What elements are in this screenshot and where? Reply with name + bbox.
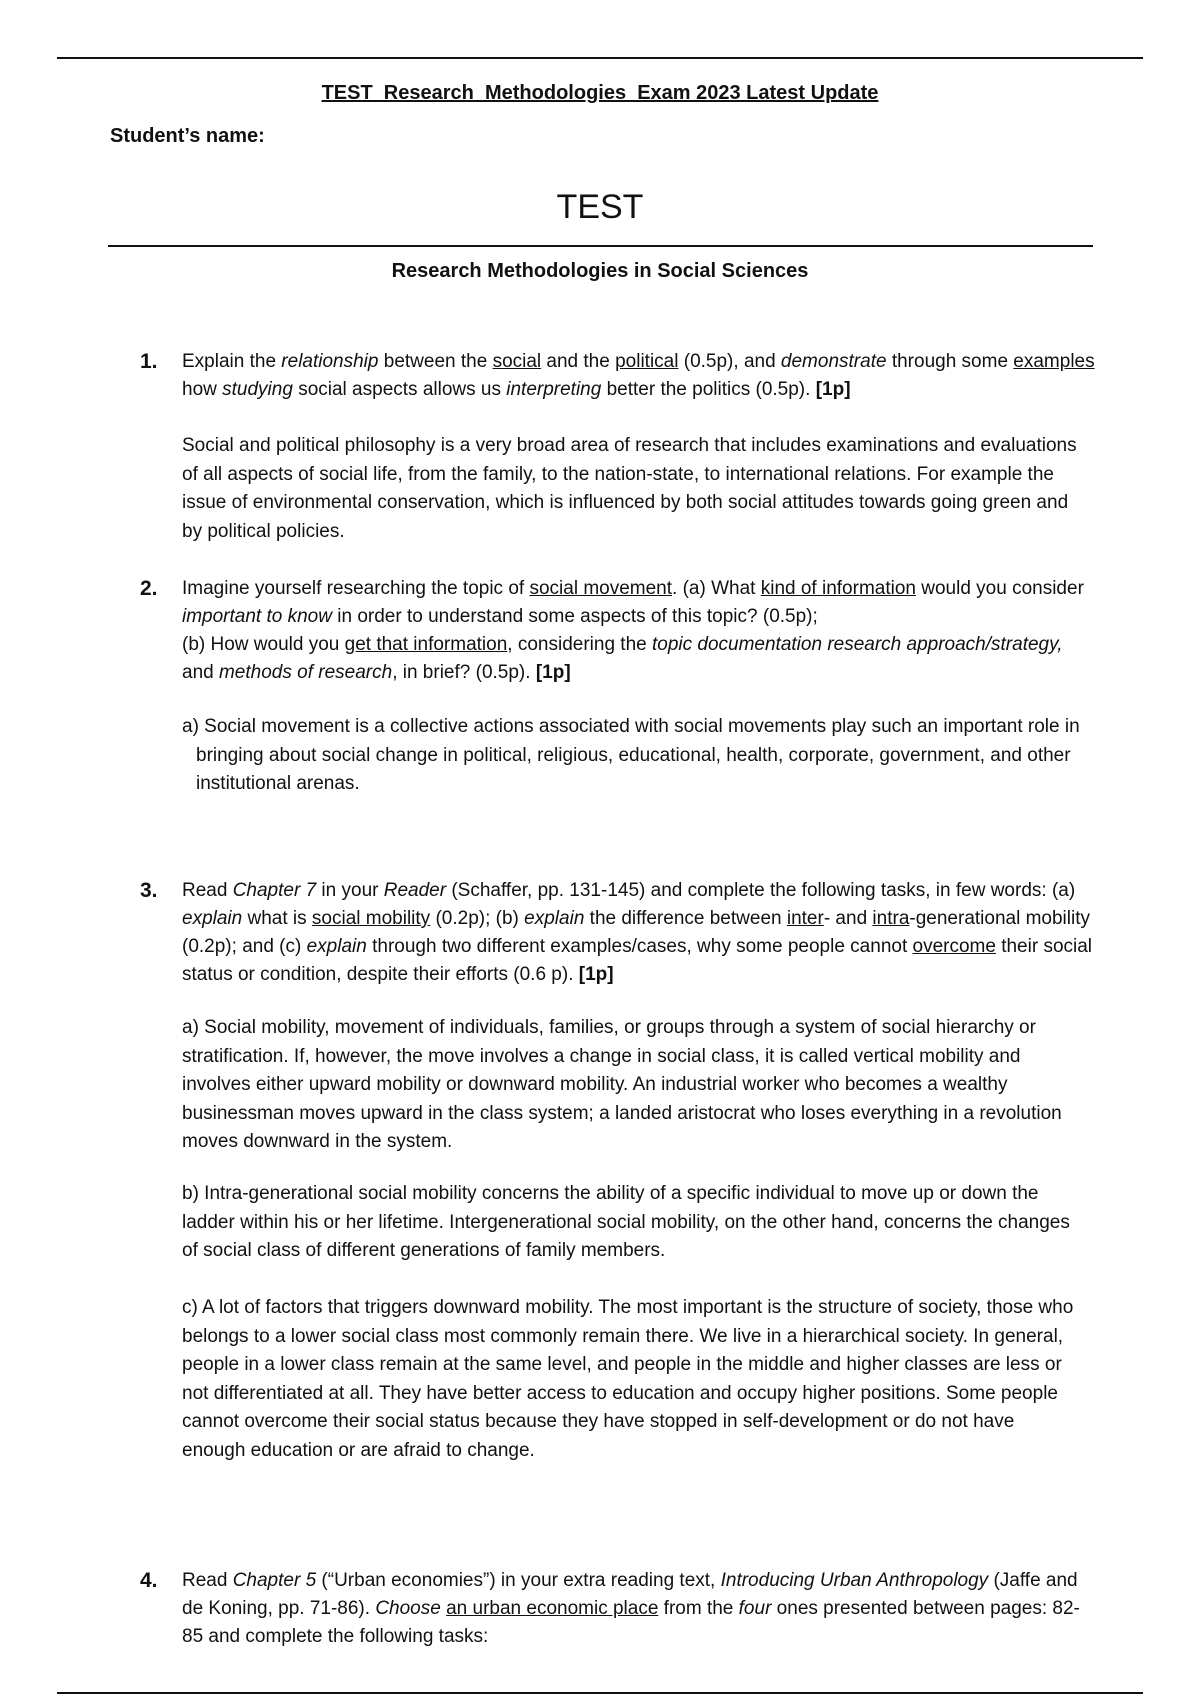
- answer-3b: b) Intra-generational social mobility concerns the ability of a specific individual to move up or down the ladder within his or her lifetime. Intergenerational social mobility, on the other hand, concerns the changes of social class of different generations of family members.: [182, 1183, 1070, 1261]
- test-heading: TEST: [556, 188, 644, 226]
- question-4: [140, 1567, 1095, 1651]
- answer-3c: c) A lot of factors that triggers downward mobility. The most important is the structure of society, those who belongs to a lower social class most commonly remain there. We live in a hierarchical society. In general, people in a lower class remain at the same level, and people in the middle and higher classes are less or not differentiated at all. They have better access to education and occupy higher positions. Some people cannot overcome their social status because they have stopped in self-development or do not have enough education or are afraid to change.: [182, 1297, 1074, 1461]
- question-text: Explain the relationship between the social and the political (0.5p), and demonstrate through some examples how studying social aspects allows us interpreting better the politics (0.5p). [1p]: [182, 351, 1095, 400]
- question-2: [140, 575, 1095, 687]
- document-title: TEST_Research_Methodologies_Exam 2023 Latest Update: [321, 82, 879, 104]
- question-number: 2.: [140, 577, 158, 600]
- top-rule: [57, 57, 1143, 59]
- answer-3a: a) Social mobility, movement of individuals, families, or groups through a system of social hierarchy or stratification. If, however, the move involves a change in social class, it is called vertical mobility and involves either upward mobility or downward mobility. An industrial worker who becomes a wealthy businessman moves upward in the class system; a landed aristocrat who loses everything in a revolution moves downward in the system.: [182, 1017, 1062, 1152]
- answer-1: Social and political philosophy is a very broad area of research that includes examinations and evaluations of all aspects of social life, from the family, to the nation-state, to international relations. For example the issue of environmental conservation, which is influenced by both social attitudes towards going green and by political policies.: [182, 435, 1077, 542]
- question-text: Read Chapter 5 (“Urban economies”) in your extra reading text, Introducing Urban Anthropology (Jaffe and de Koning, pp. 71-86). Choose an urban economic place from the four ones presented between pages: 82-85 and complete the following tasks:: [182, 1570, 1080, 1647]
- student-name-label: Student’s name:: [110, 125, 265, 147]
- question-text: Imagine yourself researching the topic of social movement. (a) What kind of information would you consider important to know in order to understand some aspects of this topic? (0.5p); (b) How would you get that information, considering the topic documentation research approach/strategy, and methods of research, in brief? (0.5p). [1p]: [182, 578, 1084, 683]
- question-number: 1.: [140, 350, 158, 373]
- bottom-rule: [57, 1692, 1143, 1694]
- question-3: [140, 877, 1095, 989]
- answer-2a: a) Social movement is a collective actions associated with social movements play such an important role in bringing about social change in political, religious, educational, health, corporate, government, and other institutional arenas.: [182, 716, 1080, 794]
- heading-rule: [108, 245, 1093, 247]
- question-1: [140, 348, 1095, 404]
- question-number: 3.: [140, 879, 158, 902]
- question-text: Read Chapter 7 in your Reader (Schaffer, pp. 131-145) and complete the following tasks, in few words: (a) explain what is social mobility (0.2p); (b) explain the difference between inter- and intra-generational mobility (0.2p); and (c) explain through two different examples/cases, why some people cannot overcome their social status or condition, despite their efforts (0.6 p). [1p]: [182, 880, 1093, 985]
- course-subtitle: Research Methodologies in Social Sciences: [391, 260, 809, 282]
- question-number: 4.: [140, 1569, 158, 1592]
